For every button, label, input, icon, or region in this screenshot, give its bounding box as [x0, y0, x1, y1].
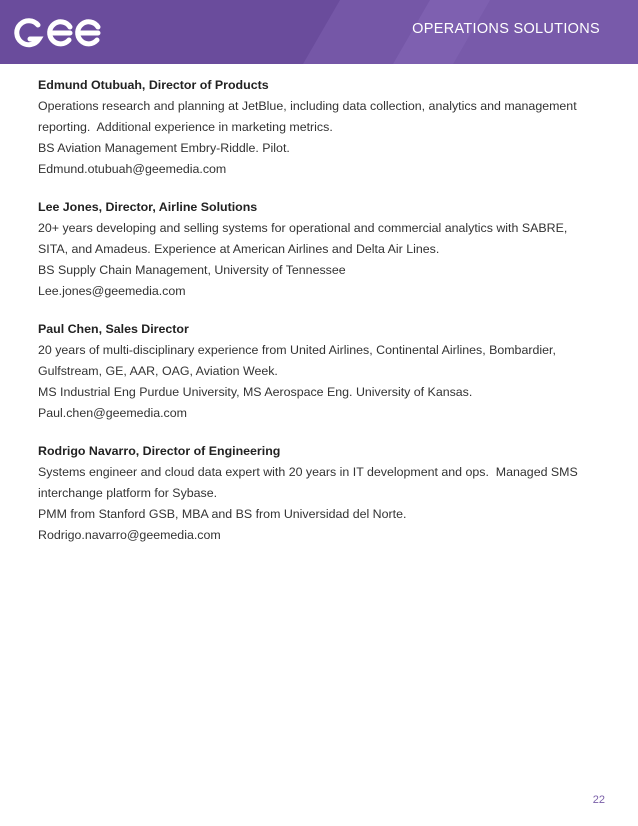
page-number: 22: [592, 794, 605, 806]
person-bio-paul-chen: [38, 319, 604, 424]
person-name: Edmund Otubuah, Director of Products: [38, 78, 269, 92]
person-email: Paul.chen@geemedia.com: [38, 406, 187, 420]
person-experience: interchange platform for Sybase.: [38, 486, 218, 500]
person-education: MS Industrial Eng Purdue University, MS Aerospace Eng. University of Kansas.: [38, 385, 473, 399]
person-email: Edmund.otubuah@geemedia.com: [38, 162, 227, 176]
team-bio-list: [38, 75, 604, 563]
gee-logo-icon: [14, 16, 106, 50]
person-bio-lee-jones: [38, 197, 604, 302]
section-title: OPERATIONS SOLUTIONS: [412, 21, 600, 37]
person-email: Rodrigo.navarro@geemedia.com: [38, 528, 221, 542]
person-email: Lee.jones@geemedia.com: [38, 284, 186, 298]
person-experience: Gulfstream, GE, AAR, OAG, Aviation Week.: [38, 364, 278, 378]
person-bio-edmund-otubuah: [38, 75, 604, 180]
person-name: Lee Jones, Director, Airline Solutions: [38, 200, 258, 214]
person-education: BS Supply Chain Management, University of Tennessee: [38, 263, 346, 277]
person-education: BS Aviation Management Embry-Riddle. Pilot.: [38, 141, 290, 155]
person-experience: Operations research and planning at JetBlue, including data collection, analytics and management: [38, 99, 577, 113]
person-experience: Systems engineer and cloud data expert with 20 years in IT development and ops. Managed SMS: [38, 465, 578, 479]
person-experience: 20 years of multi-disciplinary experience from United Airlines, Continental Airlines, Bombardier,: [38, 343, 556, 357]
person-experience: reporting. Additional experience in marketing metrics.: [38, 120, 333, 134]
person-name: Rodrigo Navarro, Director of Engineering: [38, 444, 281, 458]
person-education: PMM from Stanford GSB, MBA and BS from Universidad del Norte.: [38, 507, 407, 521]
person-name: Paul Chen, Sales Director: [38, 322, 189, 336]
page-header: [0, 0, 638, 64]
person-experience: 20+ years developing and selling systems for operational and commercial analytics with SABRE,: [38, 221, 568, 235]
person-bio-rodrigo-navarro: [38, 441, 604, 546]
person-experience: SITA, and Amadeus. Experience at American Airlines and Delta Air Lines.: [38, 242, 440, 256]
